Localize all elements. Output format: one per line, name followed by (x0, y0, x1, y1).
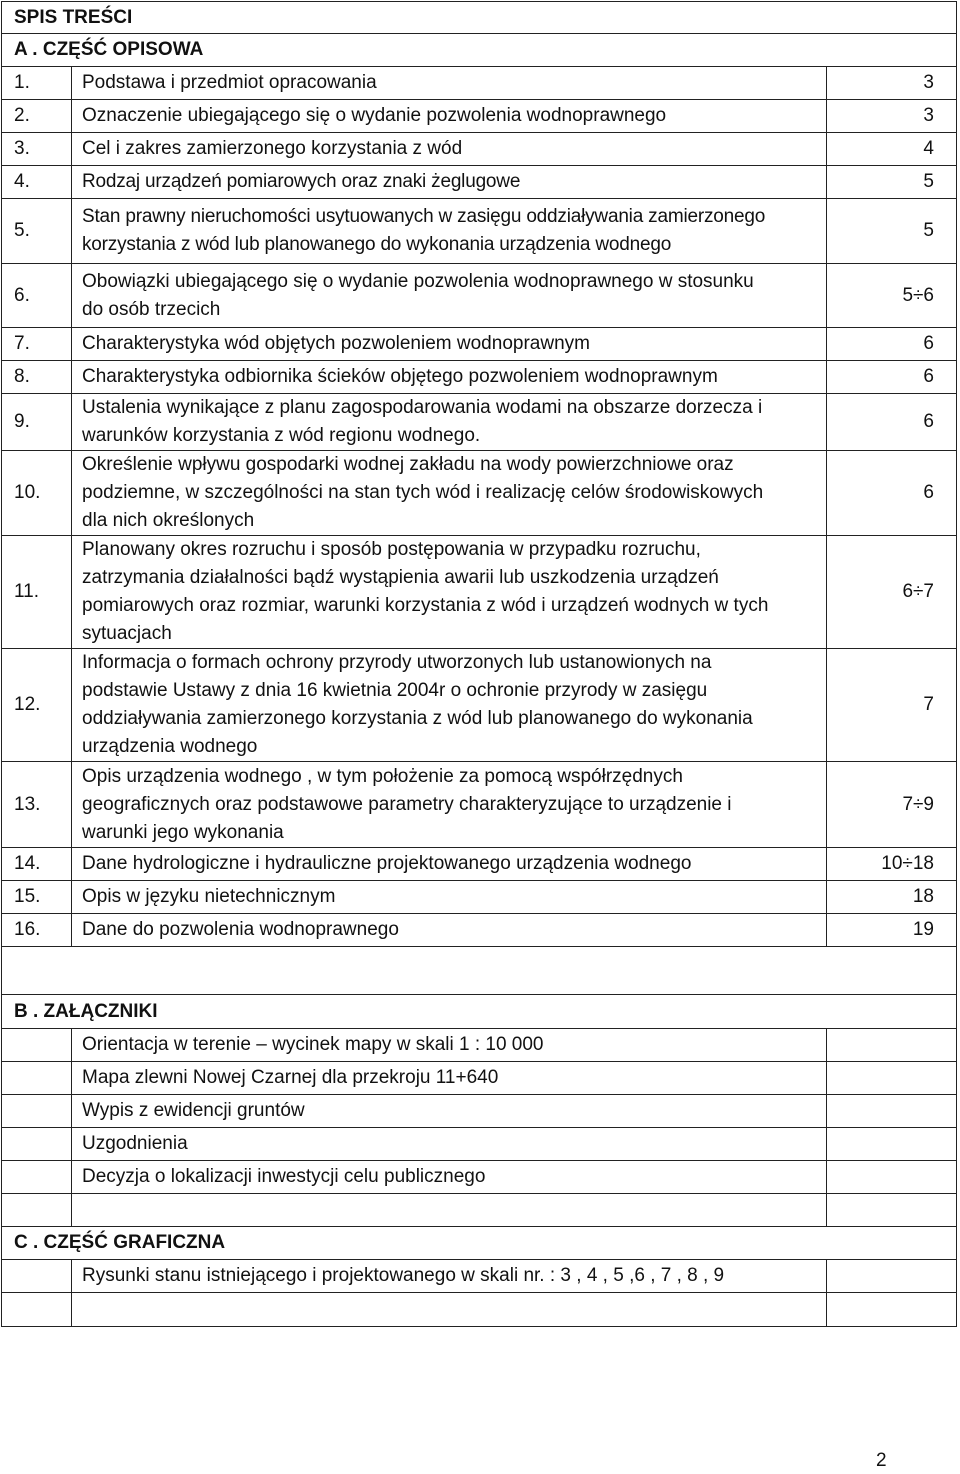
item-title (72, 881, 827, 914)
toc-row (2, 100, 957, 133)
item-number: 10. (2, 451, 72, 536)
table-of-contents (1, 1, 957, 1327)
item-title (72, 361, 827, 394)
item-title (72, 100, 827, 133)
item-page: 7 (827, 649, 957, 762)
item-page: 6 (827, 328, 957, 361)
item-title-line: podziemne, w szczególności na stan tych wód i realizację celów środowiskowych (82, 482, 764, 503)
section-c-heading: C . CZĘŚĆ GRAFICZNA (2, 1227, 957, 1260)
toc-row (2, 762, 957, 848)
attachment-number-cell (2, 1062, 72, 1095)
section-a-heading: A . CZĘŚĆ OPISOWA (2, 34, 957, 67)
toc-row (2, 199, 957, 264)
graphics-page-cell (827, 1260, 957, 1293)
item-title (72, 199, 827, 264)
item-title-line: Charakterystyka wód objętych pozwoleniem wodnoprawnym (82, 333, 590, 354)
toc-row (2, 451, 957, 536)
attachment-row (2, 1062, 957, 1095)
item-number: 15. (2, 881, 72, 914)
item-page: 18 (827, 881, 957, 914)
item-number: 8. (2, 361, 72, 394)
attachment-page-cell (827, 1128, 957, 1161)
item-title-line: dla nich określonych (82, 510, 255, 531)
item-title-line: Opis w języku nietechnicznym (82, 886, 336, 907)
toc-row (2, 848, 957, 881)
item-number: 14. (2, 848, 72, 881)
item-title-line: Informacja o formach ochrony przyrody utworzonych lub ustanowionych na (82, 652, 712, 673)
item-page: 6÷7 (827, 536, 957, 649)
item-number: 1. (2, 67, 72, 100)
empty-cell (2, 1293, 72, 1327)
graphics-number-cell (2, 1260, 72, 1293)
item-page: 4 (827, 133, 957, 166)
item-page: 5 (827, 166, 957, 199)
item-page: 7÷9 (827, 762, 957, 848)
item-title (72, 394, 827, 451)
toc-row (2, 881, 957, 914)
item-number: 7. (2, 328, 72, 361)
section-b-heading: B . ZAŁĄCZNIKI (2, 995, 957, 1029)
toc-row (2, 536, 957, 649)
item-page: 3 (827, 67, 957, 100)
item-title (72, 536, 827, 649)
empty-cell (72, 1293, 827, 1327)
item-title-line: Ustalenia wynikające z planu zagospodarowania wodami na obszarze dorzecza i (82, 397, 763, 418)
item-title-line: podstawie Ustawy z dnia 16 kwietnia 2004r o ochronie przyrody w zasięgu (82, 680, 708, 701)
toc-row (2, 361, 957, 394)
item-page: 6 (827, 361, 957, 394)
attachment-title: Wypis z ewidencji gruntów (72, 1095, 827, 1128)
item-title-line: Określenie wpływu gospodarki wodnej zakładu na wody powierzchniowe oraz (82, 454, 734, 475)
item-title (72, 848, 827, 881)
item-title (72, 914, 827, 947)
item-title-line: warunki jego wykonania (82, 821, 284, 843)
toc-row (2, 328, 957, 361)
item-number: 12. (2, 649, 72, 762)
attachment-number-cell (2, 1095, 72, 1128)
item-page: 6 (827, 451, 957, 536)
item-page: 10÷18 (827, 848, 957, 881)
graphics-title: Rysunki stanu istniejącego i projektowanego w skali nr. : 3 , 4 , 5 ,6 , 7 , 8 , 9 (72, 1260, 827, 1293)
item-page: 19 (827, 914, 957, 947)
item-title-line: korzystania z wód lub planowanego do wykonania urządzenia wodnego (82, 234, 672, 255)
item-title-line: Dane do pozwolenia wodnoprawnego (82, 919, 399, 940)
attachment-number-cell (2, 1029, 72, 1062)
item-title (72, 451, 827, 536)
item-title-line: geograficznych oraz podstawowe parametry charakteryzujące to urządzenie i (82, 793, 732, 815)
attachment-row (2, 1029, 957, 1062)
item-title (72, 133, 827, 166)
item-title-line: urządzenia wodnego (82, 736, 258, 757)
attachment-title: Decyzja o lokalizacji inwestycji celu publicznego (72, 1161, 827, 1194)
attachment-row (2, 1128, 957, 1161)
item-title-line: zatrzymania działalności bądź wystąpienia awarii lub uszkodzenia urządzeń (82, 567, 719, 588)
spacer-cell (2, 947, 957, 995)
toc-row (2, 649, 957, 762)
item-number: 2. (2, 100, 72, 133)
attachment-number-cell (2, 1128, 72, 1161)
graphics-row (2, 1260, 957, 1293)
item-title-line: Cel i zakres zamierzonego korzystania z wód (82, 138, 463, 159)
item-title (72, 649, 827, 762)
item-number: 6. (2, 264, 72, 328)
page-number: 2 (876, 1450, 887, 1471)
empty-cell (72, 1194, 827, 1227)
toc-row (2, 166, 957, 199)
attachment-row (2, 1095, 957, 1128)
item-page: 3 (827, 100, 957, 133)
item-title-line: warunków korzystania z wód regionu wodnego. (82, 425, 481, 446)
attachment-title: Uzgodnienia (72, 1128, 827, 1161)
item-title-line: Opis urządzenia wodnego , w tym położenie za pomocą współrzędnych (82, 765, 683, 787)
item-title (72, 264, 827, 328)
item-title (72, 328, 827, 361)
item-title (72, 67, 827, 100)
item-number: 3. (2, 133, 72, 166)
item-title-line: Podstawa i przedmiot opracowania (82, 72, 377, 93)
item-number: 5. (2, 199, 72, 264)
item-title-line: Obowiązki ubiegającego się o wydanie pozwolenia wodnoprawnego w stosunku (82, 270, 754, 292)
empty-cell (827, 1194, 957, 1227)
attachment-number-cell (2, 1161, 72, 1194)
empty-cell (2, 1194, 72, 1227)
attachment-page-cell (827, 1095, 957, 1128)
toc-row (2, 394, 957, 451)
item-title-line: Stan prawny nieruchomości usytuowanych w zasięgu oddziaływania zamierzonego (82, 206, 766, 227)
item-title-line: Dane hydrologiczne i hydrauliczne projektowanego urządzenia wodnego (82, 853, 692, 874)
empty-cell (827, 1293, 957, 1327)
item-number: 13. (2, 762, 72, 848)
item-number: 16. (2, 914, 72, 947)
toc-title: SPIS TREŚCI (2, 2, 957, 34)
item-title-line: oddziaływania zamierzonego korzystania z wód lub planowanego do wykonania (82, 708, 753, 729)
toc-row (2, 264, 957, 328)
attachment-title: Mapa zlewni Nowej Czarnej dla przekroju 11+640 (72, 1062, 827, 1095)
item-page: 5÷6 (827, 264, 957, 328)
item-title-line: do osób trzecich (82, 298, 221, 320)
item-page: 5 (827, 199, 957, 264)
item-title-line: Rodzaj urządzeń pomiarowych oraz znaki żeglugowe (82, 171, 521, 192)
item-title (72, 762, 827, 848)
attachment-title: Orientacja w terenie – wycinek mapy w skali 1 : 10 000 (72, 1029, 827, 1062)
item-page: 6 (827, 394, 957, 451)
item-title (72, 166, 827, 199)
attachment-page-cell (827, 1161, 957, 1194)
item-number: 11. (2, 536, 72, 649)
toc-row (2, 67, 957, 100)
item-title-line: pomiarowych oraz rozmiar, warunki korzystania z wód i urządzeń wodnych w tych (82, 595, 769, 616)
item-number: 4. (2, 166, 72, 199)
attachment-page-cell (827, 1062, 957, 1095)
item-title-line: Oznaczenie ubiegającego się o wydanie pozwolenia wodnoprawnego (82, 105, 667, 126)
item-title-line: Charakterystyka odbiornika ścieków objętego pozwoleniem wodnoprawnym (82, 366, 718, 387)
toc-row (2, 914, 957, 947)
attachment-page-cell (827, 1029, 957, 1062)
attachment-row (2, 1161, 957, 1194)
toc-row (2, 133, 957, 166)
item-title-line: sytuacjach (82, 623, 172, 644)
item-title-line: Planowany okres rozruchu i sposób postępowania w przypadku rozruchu, (82, 539, 701, 560)
item-number: 9. (2, 394, 72, 451)
